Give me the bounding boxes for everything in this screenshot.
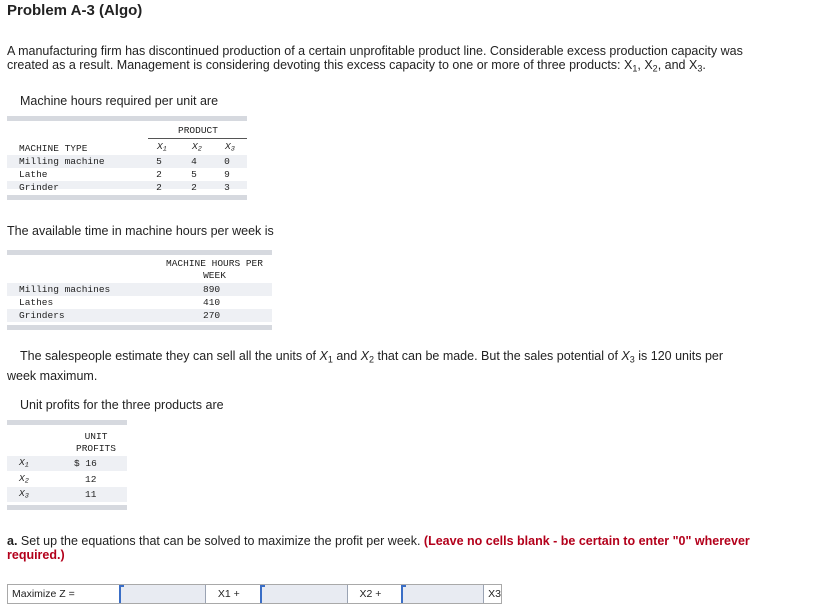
col-x3: $X_3$ xyxy=(225,141,235,154)
objective-function-row xyxy=(7,584,502,604)
machine-hours-intro: Machine hours required per unit are xyxy=(20,94,219,108)
row-label: $X_1$ xyxy=(19,457,29,470)
x1-coefficient-cell xyxy=(119,585,206,603)
intro-paragraph xyxy=(7,44,832,75)
intro-line-2: created as a result. Management is considering devoting this excess capacity to one or more of three products: $X_1$, $X_2$, and $X_3$. xyxy=(7,58,706,74)
cell: 270 xyxy=(203,310,221,321)
page-title: Problem A-3 (Algo) xyxy=(7,2,143,19)
x2-coefficient-cell xyxy=(260,585,347,603)
row-label: Grinders xyxy=(19,310,65,321)
col-x2: $X_2$ xyxy=(192,141,202,154)
sales-paragraph: The salespeople estimate they can sell all the units of $X_1$ and $X_2$ that can be made. But the sales potential of $X_3$ is 120 units per week maximum. xyxy=(7,349,724,384)
cell: 890 xyxy=(203,284,221,295)
maximize-label: Maximize Z = xyxy=(12,588,75,600)
hours-header-line2: WEEK xyxy=(203,270,226,281)
row-label: Lathes xyxy=(19,297,54,308)
x3-coefficient-cell xyxy=(401,585,484,603)
x3-label: X3 xyxy=(488,588,502,600)
cell: 12 xyxy=(85,474,97,485)
cell: 9 xyxy=(224,169,230,180)
cell: 2 xyxy=(191,182,197,193)
cell: 5 xyxy=(156,156,162,167)
available-time-intro: The available time in machine hours per week is xyxy=(7,224,274,238)
row-label: Grinder xyxy=(19,182,59,193)
machine-hours-table xyxy=(7,116,247,200)
available-hours-table xyxy=(7,250,272,330)
product-group-header: PRODUCT xyxy=(178,125,218,136)
group-underline xyxy=(148,138,247,139)
row-label: $X_3$ xyxy=(19,488,29,501)
profits-header-line2: PROFITS xyxy=(76,443,116,454)
row-label: Lathe xyxy=(19,169,48,180)
cell: 0 xyxy=(224,156,230,167)
unit-profits-intro: Unit profits for the three products are xyxy=(20,398,224,412)
x1-label: X1 + xyxy=(217,588,240,600)
x3-coefficient-input[interactable] xyxy=(403,585,483,603)
profits-header-line1: UNIT xyxy=(84,431,108,442)
unit-profits-table xyxy=(7,420,127,510)
machine-type-header: MACHINE TYPE xyxy=(19,143,88,154)
row-label: Milling machine xyxy=(19,156,105,167)
row-label: $X_2$ xyxy=(19,473,29,486)
col-x1: $X_1$ xyxy=(157,141,167,154)
cell: 11 xyxy=(85,489,97,500)
intro-line-1: A manufacturing firm has discontinued production of a certain unprofitable product line. Considerable excess production capacity was xyxy=(7,44,743,58)
hours-header-line1: MACHINE HOURS PER xyxy=(166,258,263,269)
cell: 3 xyxy=(224,182,230,193)
question-a: a. Set up the equations that can be solved to maximize the profit per week. (Leave no cells blank - be certain to enter "0" wherever required.) xyxy=(7,534,750,562)
cell: 2 xyxy=(156,169,162,180)
x1-coefficient-input[interactable] xyxy=(121,585,205,603)
row-label: Milling machines xyxy=(19,284,111,295)
cell: 4 xyxy=(191,156,197,167)
cell: $ 16 xyxy=(74,458,97,469)
cell: 410 xyxy=(203,297,221,308)
x2-coefficient-input[interactable] xyxy=(262,585,346,603)
cell: 2 xyxy=(156,182,162,193)
cell: 5 xyxy=(191,169,197,180)
x2-label: X2 + xyxy=(359,588,382,600)
